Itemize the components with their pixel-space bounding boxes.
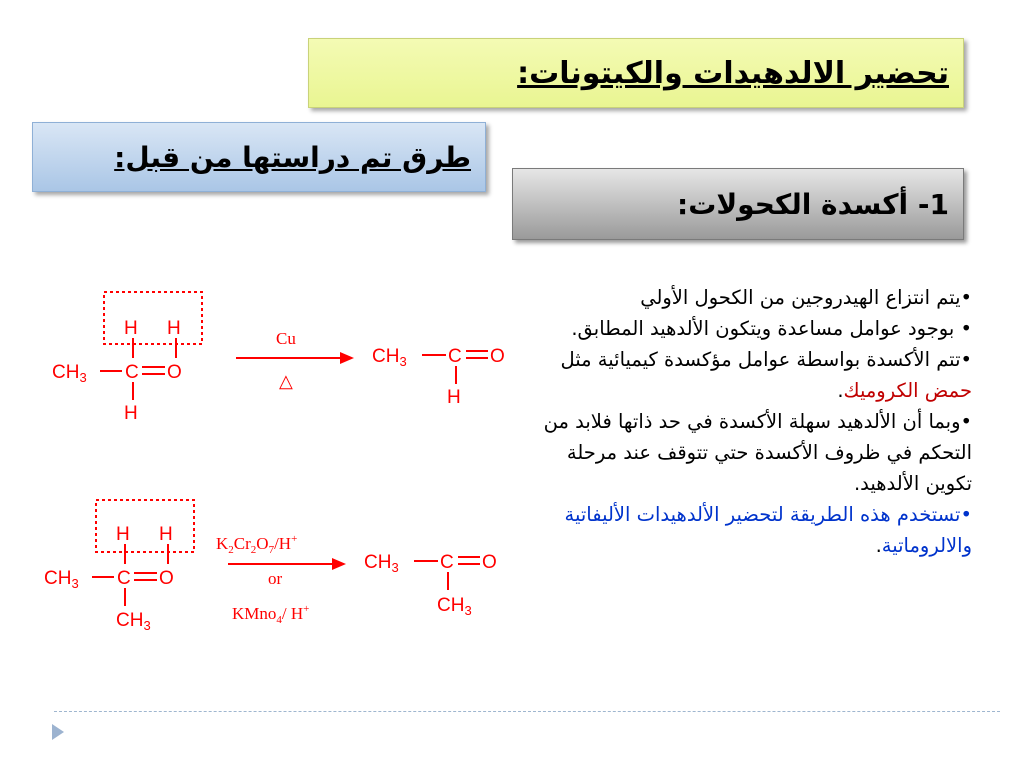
r2-oxygen: O xyxy=(159,568,174,589)
r2-h-left: H xyxy=(116,524,130,545)
bullet-3-end: . xyxy=(837,379,844,402)
catalyst-cu: Cu xyxy=(276,329,296,348)
r1-product-carbon: C xyxy=(448,346,462,367)
bullet-3-text: •تتم الأكسدة بواسطة عوامل مؤكسدة كيميائية مثل xyxy=(560,348,972,371)
r2-product-carbon: C xyxy=(440,552,454,573)
r1-carbon: C xyxy=(125,362,139,383)
method-heading: 1- أكسدة الكحولات: xyxy=(677,187,949,221)
reaction-2 xyxy=(44,500,497,633)
section-subtitle: طرق تم دراستها من قبل: xyxy=(114,140,471,174)
bullet-5-end: . xyxy=(875,534,882,557)
bullet-4: •وبما أن الألدهيد سهلة الأكسدة في حد ذاتها فلابد من التحكم في ظروف الأكسدة حتي تتوقف عند مرحلة تكوين الألدهيد. xyxy=(543,410,972,495)
r1-oxygen: O xyxy=(167,362,182,383)
reagent-dichromate: $K_2Cr_2O_7/H^+$ xyxy=(216,533,298,556)
r2-product-oxygen: O xyxy=(482,552,497,573)
r1-product-ch3: $CH_3$ xyxy=(372,346,407,369)
method-banner xyxy=(512,168,964,240)
play-icon[interactable] xyxy=(52,724,64,740)
reaction-1 xyxy=(52,292,505,424)
title-banner xyxy=(308,38,964,108)
bullet-list xyxy=(520,282,972,561)
r1-product-oxygen: O xyxy=(490,346,505,367)
highlight-box-1 xyxy=(104,292,202,344)
r1-h-left: H xyxy=(124,318,138,339)
bullet-5-text: •تستخدم هذه الطريقة لتحضير الألدهيدات الأليفاتية والالروماتية xyxy=(564,503,972,557)
bullet-3 xyxy=(520,344,972,406)
subtitle-banner xyxy=(32,122,486,192)
r1-product-h: H xyxy=(447,387,461,408)
r2-ch3: $CH_3$ xyxy=(44,568,79,591)
bullet-2: • بوجود عوامل مساعدة ويتكون الألدهيد المطابق. xyxy=(571,317,972,340)
page-title: تحضير الالدهيدات والكيتونات: xyxy=(517,55,949,91)
r2-product-ch3-bottom: $CH_3$ xyxy=(437,595,472,618)
or-label: or xyxy=(268,569,283,588)
chromic-acid-term: حمض الكروميك xyxy=(843,379,972,402)
heat-icon: △ xyxy=(279,371,293,391)
r1-h-bottom: H xyxy=(124,403,138,424)
bullet-5 xyxy=(520,499,972,561)
r1-h-right: H xyxy=(167,318,181,339)
reagent-permanganate: KMno$_4$/ H+ xyxy=(232,603,310,626)
r2-h-right: H xyxy=(159,524,173,545)
reaction-diagrams xyxy=(0,270,520,650)
arrow-2-head xyxy=(332,558,346,570)
r1-ch3: $CH_3$ xyxy=(52,362,87,385)
arrow-1-head xyxy=(340,352,354,364)
bullet-1: •يتم انتزاع الهيدروجين من الكحول الأولي xyxy=(640,286,972,309)
r2-carbon: C xyxy=(117,568,131,589)
highlight-box-2 xyxy=(96,500,194,552)
r2-ch3-bottom: $CH_3$ xyxy=(116,610,151,633)
footer-divider xyxy=(54,711,1000,712)
r2-product-ch3: $CH_3$ xyxy=(364,552,399,575)
